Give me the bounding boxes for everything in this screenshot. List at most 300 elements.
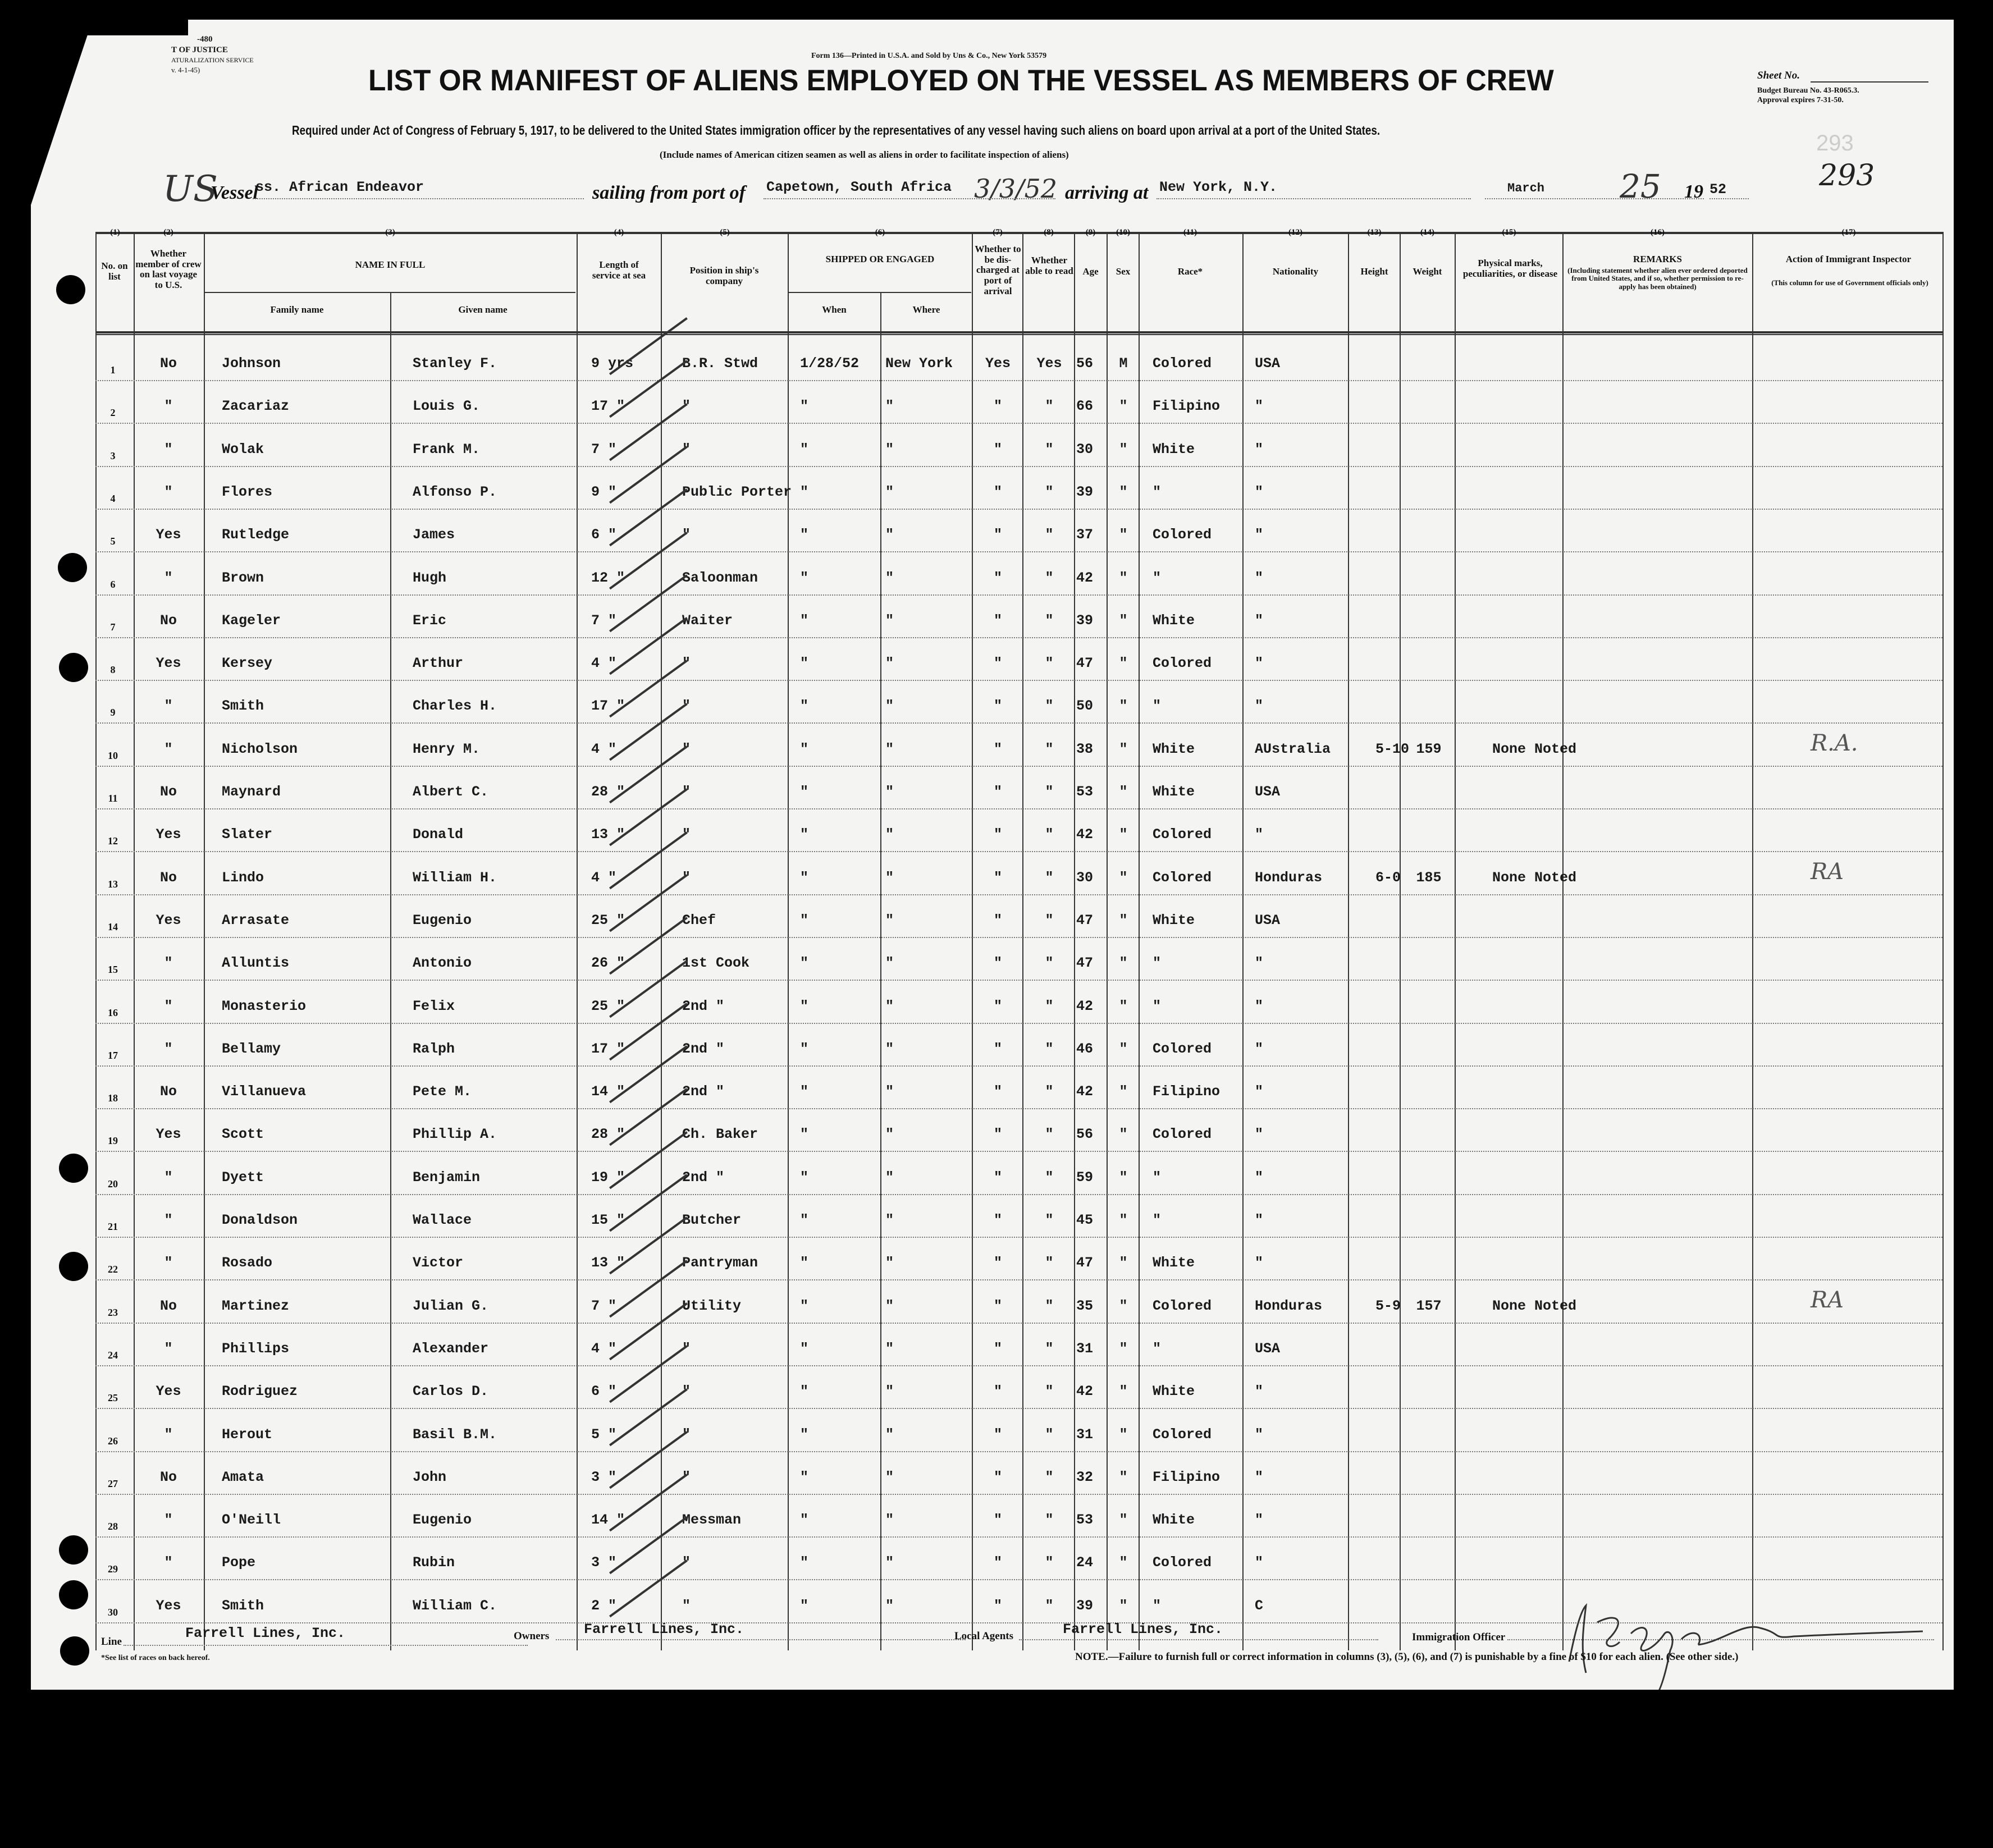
col-num-5: (5) xyxy=(720,228,730,237)
cell-race: Colored xyxy=(1153,1554,1212,1571)
cell-service: 14 " xyxy=(591,1083,625,1100)
cell-race: Colored xyxy=(1153,355,1212,372)
cell-read: " xyxy=(1045,569,1054,586)
cell-given: Basil B.M. xyxy=(413,1426,497,1443)
cell-where: " xyxy=(885,1169,894,1186)
cell-service: 13 " xyxy=(591,1255,625,1271)
cell-race: " xyxy=(1153,483,1162,500)
cell-family: Martinez xyxy=(222,1297,290,1314)
cell-when: " xyxy=(800,483,809,500)
cell-family: Zacariaz xyxy=(222,398,290,415)
cell-nationality: C xyxy=(1255,1597,1264,1614)
cell-no: 17 xyxy=(108,1049,118,1061)
row-rule xyxy=(95,808,1942,809)
cell-position: " xyxy=(682,398,691,415)
cell-discharged: " xyxy=(993,1126,1002,1143)
cell-no: 29 xyxy=(108,1563,118,1575)
cell-no: 13 xyxy=(108,878,118,890)
row-rule xyxy=(95,766,1942,767)
cell-discharged: " xyxy=(993,483,1002,500)
cell-when: 1/28/52 xyxy=(800,355,860,372)
cell-read: " xyxy=(1045,527,1054,543)
cell-where: " xyxy=(885,1040,894,1057)
cell-sex: " xyxy=(1119,1297,1128,1314)
cell-where: " xyxy=(885,1426,894,1443)
cell-member: Yes xyxy=(156,1126,181,1143)
cell-nationality: " xyxy=(1255,483,1264,500)
col-num-11: (11) xyxy=(1183,228,1197,237)
cell-given: John xyxy=(413,1469,447,1485)
cell-no: 21 xyxy=(108,1221,118,1232)
cell-where: " xyxy=(885,655,894,672)
cell-where: " xyxy=(885,483,894,500)
cell-age: 53 xyxy=(1076,1512,1094,1529)
vessel-name: ss. African Endeavor xyxy=(255,179,424,195)
cell-read: " xyxy=(1045,698,1054,715)
cell-when: " xyxy=(800,1169,809,1186)
cell-no: 6 xyxy=(110,578,116,590)
cell-age: 39 xyxy=(1076,612,1094,629)
cell-race: " xyxy=(1153,1169,1162,1186)
cell-member: Yes xyxy=(156,527,181,543)
cell-no: 18 xyxy=(108,1092,118,1104)
cell-service: 19 " xyxy=(591,1169,625,1186)
cell-sex: " xyxy=(1119,1212,1128,1228)
cell-member: Yes xyxy=(156,826,181,843)
cell-nationality: " xyxy=(1255,1426,1264,1443)
cell-where: " xyxy=(885,955,894,972)
cell-race: Colored xyxy=(1153,1297,1212,1314)
cell-where: " xyxy=(885,441,894,458)
footer-line-label: Line xyxy=(101,1636,122,1648)
cell-position: 1st Cook xyxy=(682,955,750,972)
cell-member: Yes xyxy=(156,655,181,672)
cell-nationality: " xyxy=(1255,1255,1264,1271)
row-rule xyxy=(95,1323,1942,1324)
cell-when: " xyxy=(800,998,809,1014)
cell-read: " xyxy=(1045,1297,1054,1314)
cell-age: 39 xyxy=(1076,483,1094,500)
cell-nationality: Honduras xyxy=(1255,1297,1323,1314)
cell-member: " xyxy=(164,998,173,1014)
cell-sex: " xyxy=(1119,740,1128,757)
footer-owners-value: Farrell Lines, Inc. xyxy=(584,1621,744,1637)
cell-discharged: " xyxy=(993,1554,1002,1571)
cell-discharged: " xyxy=(993,441,1002,458)
cell-family: Kageler xyxy=(222,612,281,629)
cell-family: Scott xyxy=(222,1126,264,1143)
cell-family: Smith xyxy=(222,698,264,715)
cell-family: Smith xyxy=(222,1597,264,1614)
cell-race: Filipino xyxy=(1153,1469,1221,1485)
cell-position: " xyxy=(682,826,691,843)
cell-age: 35 xyxy=(1076,1297,1094,1314)
cell-discharged: " xyxy=(993,1169,1002,1186)
col-num-1: (1) xyxy=(110,228,120,237)
cell-position: Messman xyxy=(682,1512,742,1529)
cell-age: 31 xyxy=(1076,1426,1094,1443)
cell-when: " xyxy=(800,1469,809,1485)
cell-no: 8 xyxy=(110,664,116,676)
cell-read: " xyxy=(1045,1426,1054,1443)
cell-race: Colored xyxy=(1153,1426,1212,1443)
cell-nationality: " xyxy=(1255,1212,1264,1228)
cell-given: Wallace xyxy=(413,1212,472,1228)
cell-member: " xyxy=(164,1212,173,1228)
cell-no: 19 xyxy=(108,1135,118,1147)
cell-when: " xyxy=(800,612,809,629)
footer-owners-label: Owners xyxy=(514,1630,550,1642)
cell-race: " xyxy=(1153,955,1162,972)
column-rule xyxy=(1074,233,1075,1650)
cell-race: Colored xyxy=(1153,527,1212,543)
cell-nationality: " xyxy=(1255,955,1264,972)
torn-corner-tab xyxy=(31,20,188,35)
hdr-nationality: Nationality xyxy=(1272,266,1319,277)
cell-member: " xyxy=(164,1426,173,1443)
cell-member: " xyxy=(164,1512,173,1529)
cell-discharged: " xyxy=(993,1512,1002,1529)
punch-hole-3 xyxy=(59,653,88,682)
cell-read: " xyxy=(1045,1469,1054,1485)
cell-where: " xyxy=(885,569,894,586)
cell-action: R.A. xyxy=(1811,730,1858,756)
cell-sex: " xyxy=(1119,912,1128,928)
cell-no: 28 xyxy=(108,1521,118,1533)
cell-nationality: " xyxy=(1255,998,1264,1014)
cell-read: " xyxy=(1045,1554,1054,1571)
cell-age: 47 xyxy=(1076,655,1094,672)
cell-age: 30 xyxy=(1076,441,1094,458)
cell-sex: " xyxy=(1119,1040,1128,1057)
cell-where: " xyxy=(885,1297,894,1314)
cell-nationality: USA xyxy=(1255,912,1281,928)
cell-given: Carlos D. xyxy=(413,1383,489,1400)
cell-no: 10 xyxy=(108,749,118,761)
row-rule xyxy=(95,1536,1942,1538)
cell-position: " xyxy=(682,1383,691,1400)
arriving-label: arriving at xyxy=(1065,182,1149,203)
cell-family: Wolak xyxy=(222,441,264,458)
cell-when: " xyxy=(800,1255,809,1271)
row-rule xyxy=(95,1151,1942,1152)
cell-race: Colored xyxy=(1153,826,1212,843)
row-rule xyxy=(95,851,1942,852)
cell-position: 2nd " xyxy=(682,1040,725,1057)
punch-hole-2 xyxy=(58,553,87,582)
cell-weight: 157 xyxy=(1416,1297,1442,1314)
cell-member: No xyxy=(159,1469,177,1485)
cell-member: " xyxy=(164,740,173,757)
cell-position: Ch. Baker xyxy=(682,1126,758,1143)
cell-read: " xyxy=(1045,955,1054,972)
cell-family: Pope xyxy=(222,1554,256,1571)
cell-discharged: " xyxy=(993,869,1002,886)
cell-no: 9 xyxy=(110,707,116,719)
row-rule xyxy=(95,1494,1942,1495)
cell-nationality: " xyxy=(1255,612,1264,629)
cell-when: " xyxy=(800,698,809,715)
cell-sex: " xyxy=(1119,998,1128,1014)
cell-nationality: " xyxy=(1255,1512,1264,1529)
cell-position: " xyxy=(682,441,691,458)
cell-no: 25 xyxy=(108,1392,118,1404)
row-rule xyxy=(95,637,1942,638)
cell-where: " xyxy=(885,740,894,757)
cell-read: " xyxy=(1045,1040,1054,1057)
cell-nationality: " xyxy=(1255,655,1264,672)
cell-race: Colored xyxy=(1153,655,1212,672)
cell-nationality: USA xyxy=(1255,355,1281,372)
cell-read: " xyxy=(1045,1512,1054,1529)
cell-given: Eric xyxy=(413,612,447,629)
cell-when: " xyxy=(800,1340,809,1357)
arrival-day: 25 xyxy=(1620,167,1661,205)
cell-read: " xyxy=(1045,1083,1054,1100)
cell-sex: " xyxy=(1119,869,1128,886)
sheet-no-label: Sheet No. xyxy=(1757,70,1800,81)
cell-when: " xyxy=(800,1383,809,1400)
cell-no: 7 xyxy=(110,621,116,633)
cell-family: Rodriguez xyxy=(222,1383,298,1400)
cell-sex: " xyxy=(1119,441,1128,458)
cell-age: 38 xyxy=(1076,740,1094,757)
cell-member: " xyxy=(164,1040,173,1057)
printer-line: Form 136—Printed in U.S.A. and Sold by Uns & Co., New York 53579 xyxy=(811,52,1047,60)
form-title: LIST OR MANIFEST OF ALIENS EMPLOYED ON THE VESSEL AS MEMBERS OF CREW xyxy=(368,64,1554,97)
cell-position: " xyxy=(682,740,691,757)
col-num-13: (13) xyxy=(1367,228,1382,237)
row-rule xyxy=(95,1279,1942,1280)
cell-given: Alfonso P. xyxy=(413,483,497,500)
cell-position: 2nd " xyxy=(682,998,725,1014)
cell-family: Flores xyxy=(222,483,273,500)
cell-when: " xyxy=(800,1512,809,1529)
cell-read: " xyxy=(1045,1597,1054,1614)
hdr-where: Where xyxy=(912,304,940,315)
cell-service: 7 " xyxy=(591,612,617,629)
cell-service: 6 " xyxy=(591,1383,617,1400)
cell-family: Monasterio xyxy=(222,998,307,1014)
col-num-3: (3) xyxy=(385,228,395,237)
cell-given: Victor xyxy=(413,1255,464,1271)
cell-race: White xyxy=(1153,1512,1195,1529)
hdr-family-name: Family name xyxy=(270,304,324,315)
cell-where: " xyxy=(885,1512,894,1529)
cell-where: " xyxy=(885,1597,894,1614)
cell-family: O'Neill xyxy=(222,1512,281,1529)
row-rule xyxy=(95,551,1942,552)
cell-no: 22 xyxy=(108,1264,118,1275)
cell-given: Henry M. xyxy=(413,740,481,757)
cell-given: Hugh xyxy=(413,569,447,586)
cell-member: " xyxy=(164,1554,173,1571)
arrival-year: 52 xyxy=(1709,181,1727,198)
cell-family: Amata xyxy=(222,1469,264,1485)
cell-position: Chef xyxy=(682,912,716,928)
cell-no: 14 xyxy=(108,921,118,932)
cell-position: 2nd " xyxy=(682,1169,725,1186)
cell-family: Lindo xyxy=(222,869,264,886)
cell-when: " xyxy=(800,569,809,586)
year-prefix: 19 xyxy=(1684,181,1703,202)
cell-discharged: " xyxy=(993,612,1002,629)
cell-position: " xyxy=(682,784,691,800)
cell-race: " xyxy=(1153,998,1162,1014)
cell-read: " xyxy=(1045,826,1054,843)
cell-no: 23 xyxy=(108,1306,118,1318)
cell-sex: " xyxy=(1119,1383,1128,1400)
cell-given: Eugenio xyxy=(413,1512,472,1529)
cell-where: " xyxy=(885,1255,894,1271)
cell-when: " xyxy=(800,1554,809,1571)
cell-when: " xyxy=(800,655,809,672)
cell-family: Nicholson xyxy=(222,740,298,757)
cell-member: " xyxy=(164,483,173,500)
cell-discharged: " xyxy=(993,955,1002,972)
cell-race: White xyxy=(1153,1383,1195,1400)
cell-age: 32 xyxy=(1076,1469,1094,1485)
cell-nationality: " xyxy=(1255,1040,1264,1057)
cell-given: Pete M. xyxy=(413,1083,472,1100)
cell-race: White xyxy=(1153,784,1195,800)
cell-position: Utility xyxy=(682,1297,742,1314)
cell-when: " xyxy=(800,398,809,415)
cell-service: 9 " xyxy=(591,483,617,500)
cell-where: " xyxy=(885,1469,894,1485)
hdr-position: Position in ship's company xyxy=(689,265,759,286)
cell-where: " xyxy=(885,998,894,1014)
hdr-action-sub: (This column for use of Government officials only) xyxy=(1771,278,1928,287)
cell-read: " xyxy=(1045,784,1054,800)
budget-line: Budget Bureau No. 43-R065.3. xyxy=(1757,86,1859,95)
row-rule xyxy=(95,1451,1942,1452)
cell-when: " xyxy=(800,1212,809,1228)
column-rule xyxy=(1400,233,1401,1650)
cell-race: Colored xyxy=(1153,1040,1212,1057)
column-rule xyxy=(1107,233,1108,1650)
cell-nationality: Honduras xyxy=(1255,869,1323,886)
cell-family: Rosado xyxy=(222,1255,273,1271)
cell-read: Yes xyxy=(1036,355,1062,372)
row-rule xyxy=(95,1023,1942,1024)
footer-owners-rule xyxy=(556,1639,966,1640)
cell-no: 11 xyxy=(108,793,118,804)
cell-given: Julian G. xyxy=(413,1297,489,1314)
cell-discharged: " xyxy=(993,655,1002,672)
bureau-line-1: -480 xyxy=(197,35,213,44)
cell-discharged: " xyxy=(993,1383,1002,1400)
cell-when: " xyxy=(800,912,809,928)
cell-discharged: Yes xyxy=(985,355,1011,372)
cell-race: Filipino xyxy=(1153,1083,1221,1100)
cell-where: " xyxy=(885,612,894,629)
row-rule xyxy=(95,1237,1942,1238)
cell-member: " xyxy=(164,1169,173,1186)
cell-age: 56 xyxy=(1076,355,1094,372)
cell-race: White xyxy=(1153,912,1195,928)
cell-where: " xyxy=(885,912,894,928)
cell-where: " xyxy=(885,1340,894,1357)
cell-service: 13 " xyxy=(591,826,625,843)
cell-discharged: " xyxy=(993,527,1002,543)
cell-where: " xyxy=(885,1212,894,1228)
port-line xyxy=(764,198,1055,199)
sheet-no-line xyxy=(1811,81,1928,83)
row-rule xyxy=(95,466,1942,467)
cell-discharged: " xyxy=(993,1597,1002,1614)
cell-where: New York xyxy=(885,355,953,372)
hdr-read: Whether able to read xyxy=(1025,255,1073,276)
cell-sex: " xyxy=(1119,655,1128,672)
cell-no: 3 xyxy=(110,450,116,461)
cell-age: 53 xyxy=(1076,784,1094,800)
cell-age: 45 xyxy=(1076,1212,1094,1228)
cell-service: 14 " xyxy=(591,1512,625,1529)
cell-read: " xyxy=(1045,441,1054,458)
row-rule xyxy=(95,980,1942,981)
cell-family: Phillips xyxy=(222,1340,290,1357)
cell-where: " xyxy=(885,398,894,415)
footer-line-value: Farrell Lines, Inc. xyxy=(185,1625,346,1641)
header-bottom-rule xyxy=(95,331,1944,333)
row-rule xyxy=(95,380,1942,381)
cell-given: Albert C. xyxy=(413,784,489,800)
cell-service: 25 " xyxy=(591,912,625,928)
cell-position: " xyxy=(682,698,691,715)
cell-sex: " xyxy=(1119,826,1128,843)
cell-read: " xyxy=(1045,1255,1054,1271)
col-num-15: (15) xyxy=(1502,228,1516,237)
cell-read: " xyxy=(1045,1169,1054,1186)
row-rule xyxy=(95,1065,1942,1067)
cell-position: Saloonman xyxy=(682,569,758,586)
cell-member: No xyxy=(159,784,177,800)
cell-height: 5-10 xyxy=(1375,740,1410,757)
footer-line-rule xyxy=(124,1645,528,1646)
year-line xyxy=(1709,198,1749,199)
cell-member: No xyxy=(159,612,177,629)
cell-age: 46 xyxy=(1076,1040,1094,1057)
column-rule xyxy=(1752,233,1753,1650)
cell-when: " xyxy=(800,1597,809,1614)
cell-when: " xyxy=(800,1126,809,1143)
cell-no: 12 xyxy=(108,835,118,847)
col-num-2: (2) xyxy=(163,228,173,237)
cell-age: 31 xyxy=(1076,1340,1094,1357)
arrival-month: March xyxy=(1507,181,1545,195)
cell-service: 12 " xyxy=(591,569,625,586)
form-subtitle: Required under Act of Congress of February 5, 1917, to be delivered to the United States immigration officer by the representatives of any vessel having such aliens on board upon arrival at a port of the United States. xyxy=(292,123,1381,138)
cell-discharged: " xyxy=(993,912,1002,928)
cell-member: No xyxy=(159,1297,177,1314)
cell-no: 26 xyxy=(108,1435,118,1447)
cell-race: White xyxy=(1153,612,1195,629)
cell-position: B.R. Stwd xyxy=(682,355,758,372)
vessel-label: Vessel xyxy=(211,182,258,203)
hdr-action: Action of Immigrant Inspector xyxy=(1785,254,1912,264)
cell-age: 42 xyxy=(1076,1383,1094,1400)
col-num-16: (16) xyxy=(1651,228,1665,237)
hdr-age: Age xyxy=(1082,266,1099,277)
hdr-remarks: REMARKS xyxy=(1633,254,1682,264)
cell-family: Maynard xyxy=(222,784,281,800)
cell-family: Johnson xyxy=(222,355,281,372)
cell-service: 26 " xyxy=(591,955,625,972)
cell-given: Phillip A. xyxy=(413,1126,497,1143)
cell-position: Waiter xyxy=(682,612,733,629)
hdr-shipped: SHIPPED OR ENGAGED xyxy=(825,254,935,264)
